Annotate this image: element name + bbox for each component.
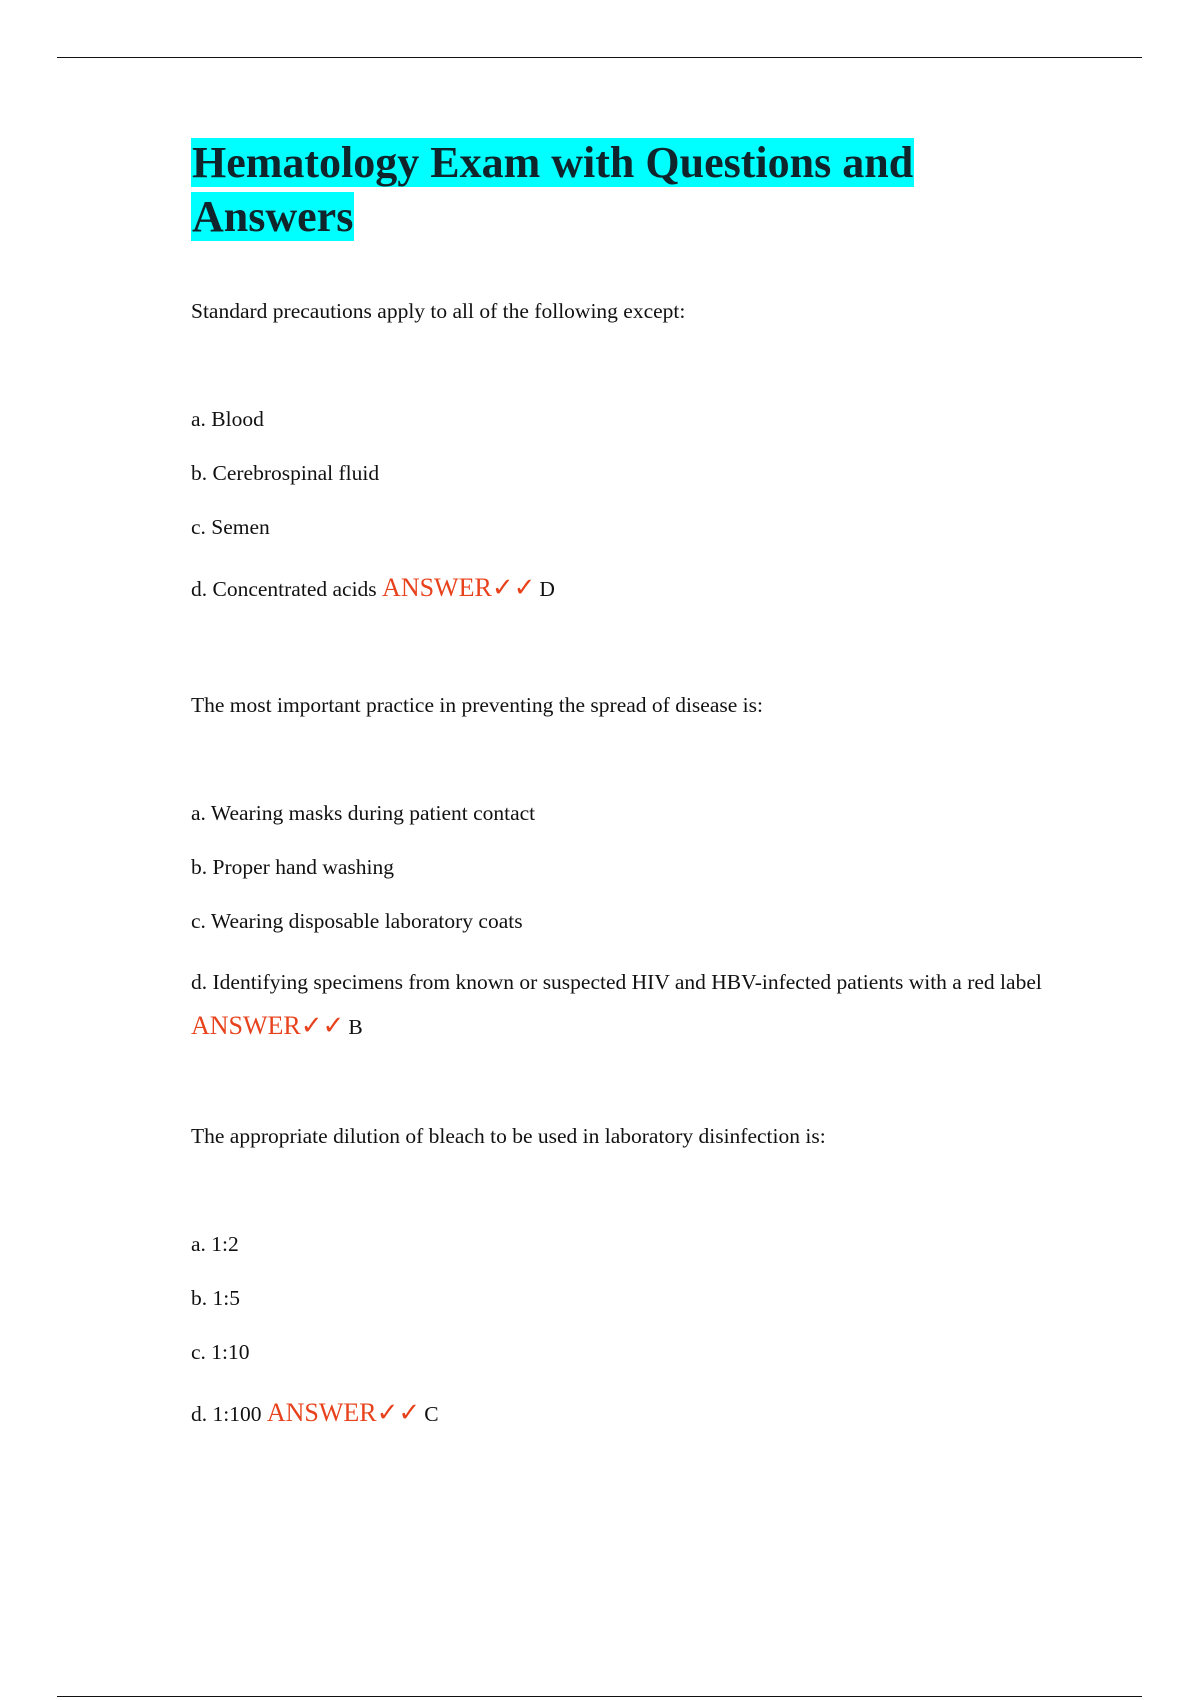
option-b: b. Cerebrospinal fluid bbox=[191, 461, 380, 485]
option-item bbox=[191, 1337, 250, 1367]
option-a: a. 1:2 bbox=[191, 1232, 239, 1256]
answer-value: C bbox=[424, 1402, 439, 1426]
option-a: a. Wearing masks during patient contact bbox=[191, 801, 536, 825]
option-c: c. 1:10 bbox=[191, 1340, 250, 1364]
option-item bbox=[191, 1229, 239, 1259]
option-c: c. Wearing disposable laboratory coats bbox=[191, 909, 523, 933]
question-prompt: Standard precautions apply to all of the following except: bbox=[191, 299, 686, 323]
question-block bbox=[191, 296, 685, 326]
option-b: b. Proper hand washing bbox=[191, 855, 395, 879]
answer-tag: ANSWER✓✓ bbox=[266, 1398, 421, 1427]
option-item bbox=[191, 906, 523, 936]
answer-tag: ANSWER✓✓ bbox=[382, 573, 536, 602]
option-item-with-answer bbox=[191, 566, 555, 611]
option-item bbox=[191, 404, 264, 434]
option-item bbox=[191, 458, 379, 488]
option-item-with-answer bbox=[191, 1391, 439, 1436]
option-d: d. 1:100 bbox=[191, 1402, 262, 1426]
answer-tag: ANSWER✓✓ bbox=[191, 1011, 345, 1040]
option-b: b. 1:5 bbox=[191, 1286, 240, 1310]
question-block bbox=[191, 1121, 826, 1151]
option-d: d. Identifying specimens from known or suspected HIV and HBV-infected patients with a red label bbox=[191, 970, 1042, 994]
question-block bbox=[191, 690, 763, 720]
document-body bbox=[191, 136, 1091, 1427]
page-title-text: Hematology Exam with Questions and Answers bbox=[192, 138, 914, 241]
answer-value: D bbox=[539, 577, 555, 601]
option-item bbox=[191, 852, 394, 882]
question-prompt: The most important practice in preventing the spread of disease is: bbox=[191, 693, 763, 717]
option-a: a. Blood bbox=[191, 407, 264, 431]
option-c: c. Semen bbox=[191, 515, 270, 539]
option-item bbox=[191, 1283, 240, 1313]
question-prompt: The appropriate dilution of bleach to be used in laboratory disinfection is: bbox=[191, 1124, 826, 1148]
answer-value: B bbox=[348, 1015, 363, 1039]
option-item bbox=[191, 512, 270, 542]
option-item-with-answer bbox=[191, 960, 1071, 1049]
footer-rule bbox=[57, 1696, 1142, 1697]
option-item bbox=[191, 798, 535, 828]
header-rule bbox=[57, 57, 1142, 58]
option-d: d. Concentrated acids bbox=[191, 577, 377, 601]
page-title bbox=[191, 136, 951, 244]
